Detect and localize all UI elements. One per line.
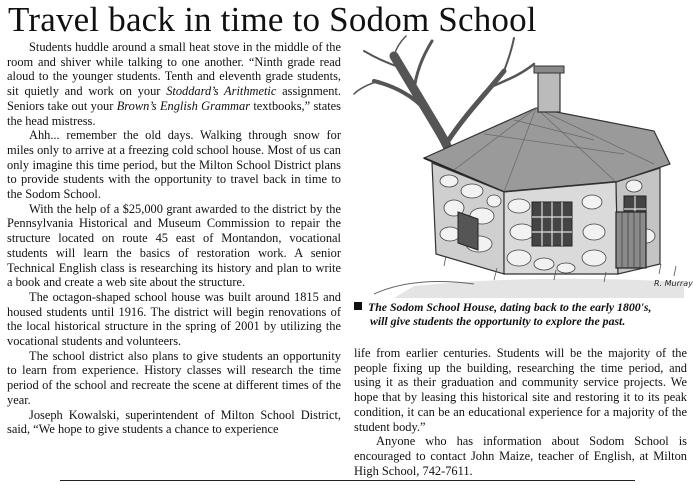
text-run: assignment. Seniors take out your [7,84,341,113]
caption-bullet-icon [354,302,362,310]
text-run: Students huddle around a small heat stove in the middle of the room and shiver while talking to one another. “Ninth grade read aloud to the younger students. Tenth and eleventh grade students, sit quietly and work on your [7,40,341,99]
artist-signature: R. Murray [654,279,693,288]
paragraph [7,128,341,202]
text-run: The school district also plans to give students an opportunity to learn from experience. History classes will research the time period of the school and recreate the scene at different times of the year. [7,348,341,407]
right-column [354,346,687,478]
schoolhouse-illustration [354,36,693,298]
photo-caption [354,300,688,328]
text-run: Ahh... remember the old days. Walking through snow for miles only to arrive at a freezing cold school house. Most of us can only imagine this time period, but the Milton School District plans to provide students with the opportunity to travel back in time to the Sodom School. [7,128,341,202]
caption-line-2: will give students the opportunity to explore the past. [370,314,626,328]
book-title: Brown’s English Grammar [116,98,251,113]
paragraph [7,202,341,290]
paragraph [7,349,341,408]
paragraph [7,408,341,437]
text-run: The octagon-shaped school house was built around 1815 and housed students until 1916. The district will begin renovations of the local historical structure in the spring of 2001 by utilizing the vocational students and volunteers. [7,289,341,349]
schoolhouse-sketch-icon [354,36,693,298]
paragraph [354,346,687,434]
left-column [7,40,341,437]
book-title: Stoddard’s Arithmetic [166,84,277,99]
text-run: With the help of a $25,000 grant awarded to the district by the Pennsylvania Historical and Museum Commission to repair the structure located on route 45 east of Montandon, vocational students will learn the basics of restoration work. A senior Technical English class is researching its history and plan to write a book and create a web site about the structure. [7,201,341,290]
bottom-rule [60,480,635,481]
paragraph [7,290,341,349]
text-run: life from earlier centuries. Students will be the majority of the people fixing up the building, researching the time period, and using it as their graduation and community service projects. We hope that by leasing this historical site and restoring it to its peak condition, it can be an educational experience for a majority of the student body.” [354,346,687,434]
caption-line-1: The Sodom School House, dating back to the early 1800's, [368,300,652,314]
text-run: Joseph Kowalski, superintendent of Milton School District, said, “We hope to give students a chance to experience [7,407,341,437]
headline: Travel back in time to Sodom School [8,0,537,39]
text-run: textbooks,” states the head mistress. [7,98,341,128]
paragraph [354,434,687,478]
paragraph [7,40,341,128]
text-run: Anyone who has information about Sodom School is encouraged to contact John Maize, teacher of English, at Milton High School, 742-7611. [354,434,687,478]
